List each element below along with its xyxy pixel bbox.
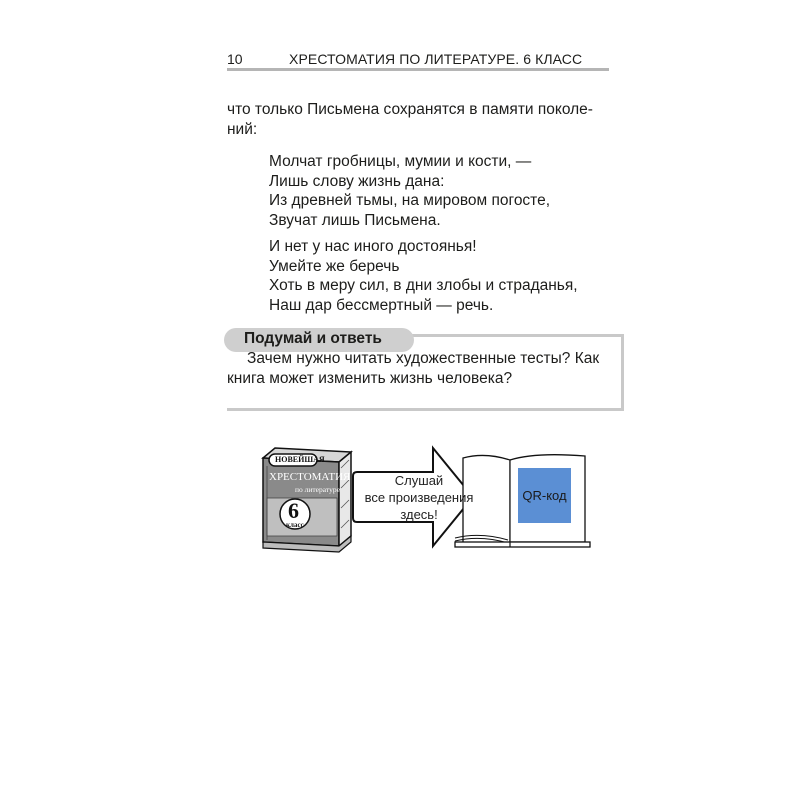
- poem-line: И нет у нас иного достоянья!: [269, 238, 477, 255]
- qr-code-placeholder[interactable]: [518, 468, 571, 523]
- poem-line: Лишь слову жизнь дана:: [269, 172, 445, 190]
- prose-line: что только Письмена сохранятся в памяти поколе-: [227, 101, 593, 118]
- cover-grade-word: класс: [286, 521, 304, 529]
- running-title: ХРЕСТОМАТИЯ ПО ЛИТЕРАТУРЕ. 6 КЛАСС: [289, 51, 583, 67]
- cover-grade-number: 6: [288, 498, 299, 523]
- audio-promo-banner: [255, 438, 595, 558]
- prose-paragraph: [227, 100, 612, 140]
- question-box: [227, 330, 624, 411]
- poem-line: Умейте же беречь: [269, 257, 400, 275]
- page-number: 10: [227, 51, 243, 67]
- question-box-top-rule: [407, 334, 624, 337]
- question-line: книга может изменить жизнь человека?: [227, 370, 513, 387]
- poem-stanza-1: [269, 152, 550, 230]
- arrow-text: [359, 472, 479, 523]
- poem-line: Из древней тьмы, на мировом погосте,: [269, 192, 551, 209]
- poem-line: Звучат лишь Письмена.: [269, 211, 441, 229]
- poem-line: Хоть в меру сил, в дни злобы и страданья,: [269, 277, 578, 294]
- poem-line: Наш дар бессмертный — речь.: [269, 296, 494, 314]
- arrow-text-line: Слушай: [394, 473, 444, 488]
- question-box-title: Подумай и ответь: [244, 330, 382, 347]
- cover-badge: НОВЕЙШАЯ: [275, 455, 325, 464]
- question-text: [227, 349, 612, 389]
- prose-line: ний:: [227, 121, 258, 138]
- qr-code-label: QR-код: [522, 488, 567, 503]
- question-line: Зачем нужно читать художественные тесты? Как: [247, 350, 600, 367]
- arrow-text-line: все произведения: [364, 490, 474, 505]
- poem-line: Молчат гробницы, мумии и кости, —: [269, 153, 532, 170]
- cover-title: ХРЕСТОМАТИЯ: [269, 471, 351, 483]
- poem-stanza-2: [269, 237, 578, 315]
- arrow-text-line: здесь!: [400, 507, 438, 522]
- cover-subtitle: по литературе: [295, 485, 340, 494]
- page-header: [227, 49, 609, 71]
- header-rule: [227, 68, 609, 71]
